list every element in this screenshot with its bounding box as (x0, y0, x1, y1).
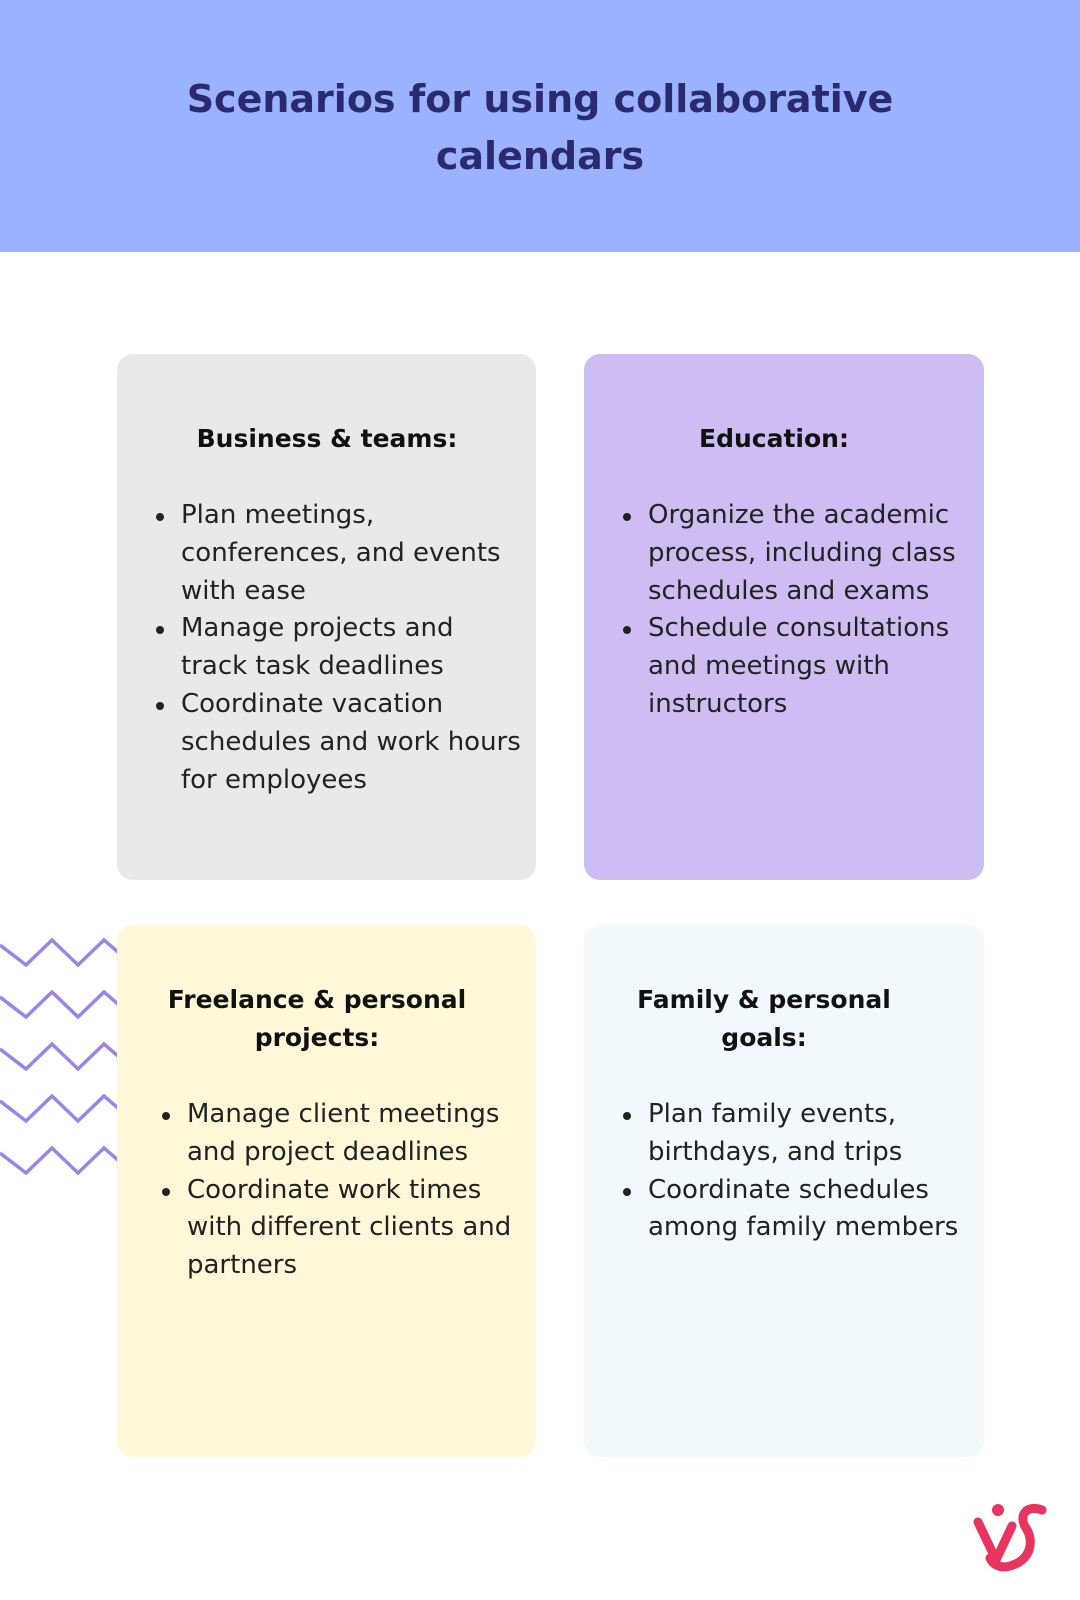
list-item: Manage projects and track task deadlines (151, 610, 521, 686)
list-item: Coordinate schedules among family members (618, 1172, 968, 1248)
brand-logo-icon (970, 1500, 1050, 1575)
card-title: Family & personal goals: (637, 985, 891, 1052)
list-item: Coordinate work times with different clients and partners (157, 1172, 517, 1285)
list-item: Schedule consultations and meetings with instructors (618, 610, 968, 723)
list-item: Plan family events, birthdays, and trips (618, 1096, 968, 1172)
card-title: Freelance & personal projects: (167, 985, 467, 1052)
list-item: Manage client meetings and project deadlines (157, 1096, 517, 1172)
card-list (618, 497, 968, 724)
card-title: Education: (699, 424, 849, 453)
card-list (151, 497, 521, 799)
list-item: Organize the academic process, including class schedules and exams (618, 497, 968, 610)
list-item: Plan meetings, conferences, and events with ease (151, 497, 521, 610)
header-banner (0, 0, 1080, 252)
card-education (584, 354, 984, 880)
card-list (157, 1096, 517, 1285)
card-business-teams (117, 354, 536, 880)
page-title: Scenarios for using collaborative calendars (186, 77, 894, 178)
card-list (618, 1096, 968, 1247)
zigzag-pattern-icon (0, 930, 118, 1180)
card-title: Business & teams: (196, 424, 458, 453)
card-family-personal-goals (584, 925, 984, 1457)
card-freelance-personal-projects (117, 925, 536, 1457)
list-item: Coordinate vacation schedules and work hours for employees (151, 686, 521, 799)
